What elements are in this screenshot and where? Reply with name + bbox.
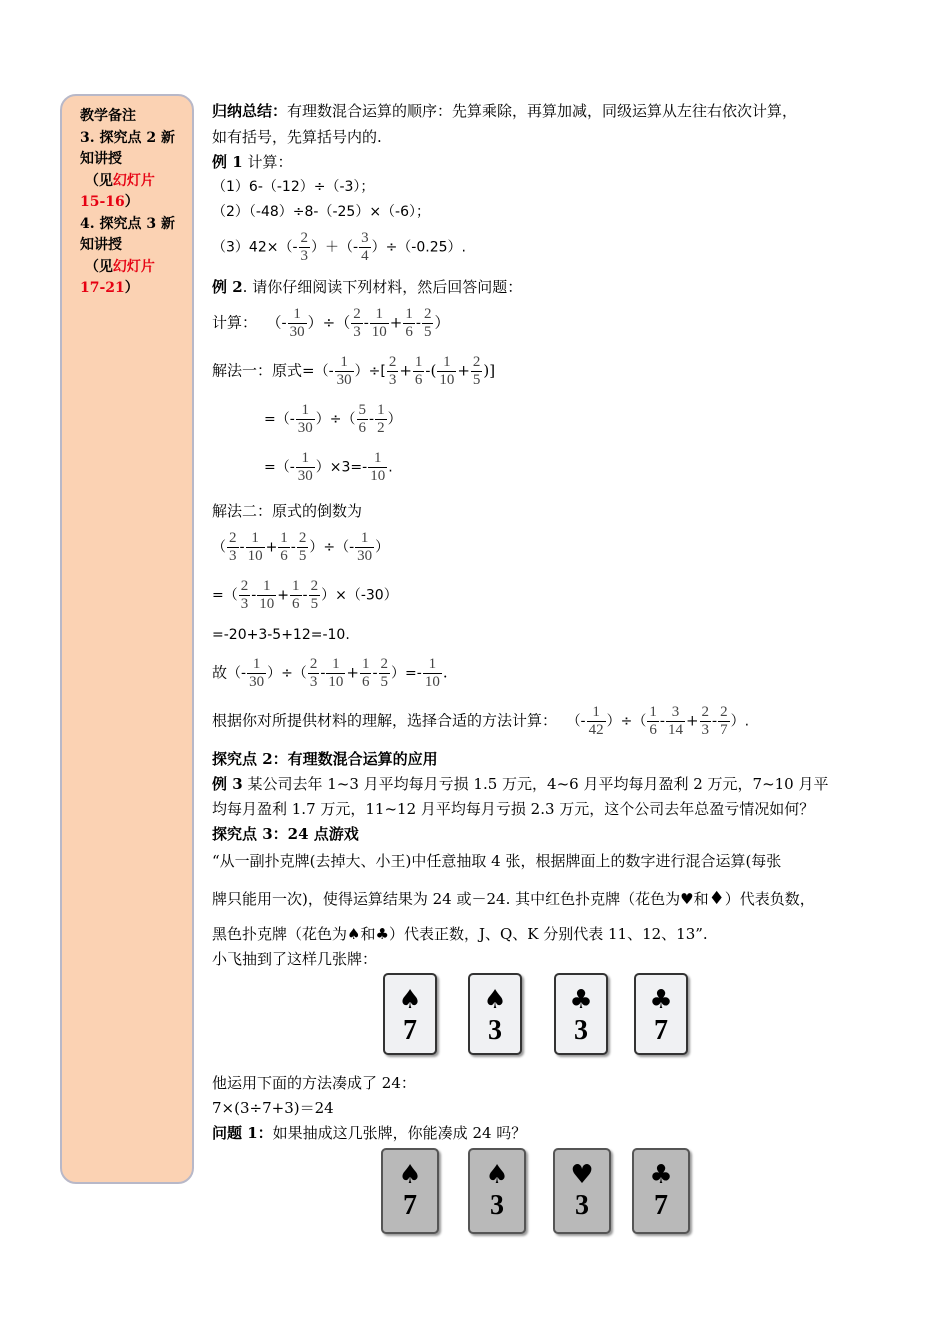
game-rule-line: 黑色扑克牌（花色为♠和♣）代表正数，J、Q、K 分别代表 11、12、13”. <box>212 925 708 943</box>
club-icon: ♣ <box>649 1160 673 1190</box>
heart-icon: ♥ <box>680 890 694 908</box>
question-1: 问题 1：如果抽成这几张牌，你能凑成 24 吗？ <box>212 1124 527 1142</box>
section-title-3: 探究点 3：24 点游戏 <box>212 825 359 843</box>
method-2-result: =-20+3-5+12=-10. <box>212 627 350 643</box>
spade-icon: ♠ <box>398 1160 422 1190</box>
club-icon: ♣ <box>569 985 593 1015</box>
spade-icon: ♠ <box>483 985 507 1015</box>
solution-equation: 7×(3÷7+3)＝24 <box>212 1099 334 1117</box>
example-1-q1: （1）6-（-12）÷（-3）； <box>212 179 375 195</box>
slide-ref: 幻灯片 <box>112 172 155 189</box>
method-1-result: =（- $\frac{1}{30}$ ）×3=- $\frac{1}{10}$ . <box>264 450 393 484</box>
example-3-line: 例 3 某公司去年 1~3 月平均每月亏损 1.5 万元，4~6 月平均每月盈利 2 万元，7~10 月平 <box>212 775 829 793</box>
club-icon: ♣ <box>649 985 673 1015</box>
method-2-heading: 解法二：原式的倒数为 <box>212 502 363 520</box>
spade-icon: ♠ <box>398 985 422 1015</box>
exercise-line: 根据你对所提供材料的理解，选择合适的方法计算： （- $\frac{1}{42}$ ）÷（ $\frac{1}{6}$ - $\frac{3}{14}$ + $\frac{2}{3}$ - $\frac{2}{7}$ ）. <box>212 704 750 738</box>
playing-card: ♣ 3 <box>554 973 608 1055</box>
slide-ref: 幻灯片 <box>112 258 155 275</box>
sidebar-line: 知讲授 <box>80 237 122 253</box>
playing-card: ♥ 3 <box>553 1148 611 1234</box>
game-rule-line: 牌只能用一次)，使得运算结果为 24 或－24. 其中红色扑克牌（花色为♥和♦）代表负数， <box>212 888 815 909</box>
playing-card: ♠ 3 <box>468 973 522 1055</box>
sidebar-line: 3. 探究点 2 新 <box>80 129 175 146</box>
example-1-q3: （3）42×（- $\frac{2}{3}$ ）＋（- $\frac{3}{4}$ ）÷（-0.25）. <box>212 230 466 264</box>
diamond-icon: ♦ <box>708 888 725 909</box>
method-2-expression: （ $\frac{2}{3}$ - $\frac{1}{10}$ + $\frac{1}{6}$ - $\frac{2}{5}$ ）÷（- $\frac{1}{30}$ ） <box>212 530 390 564</box>
playing-card: ♠ 7 <box>381 1148 439 1234</box>
teaching-notes-sidebar: 教学备注 3. 探究点 2 新 知讲授 （见幻灯片 15-16） 4. 探究点 3 新 知讲授 （见幻灯片 17-21） <box>60 94 194 1184</box>
game-rule-line: “从一副扑克牌(去掉大、小王)中任意抽取 4 张，根据牌面上的数字进行混合运算(每张 <box>212 852 782 870</box>
playing-card: ♣ 7 <box>632 1148 690 1234</box>
conclusion-line: 故（- $\frac{1}{30}$ ）÷（ $\frac{2}{3}$ - $\frac{1}{10}$ + $\frac{1}{6}$ - $\frac{2}{5}$ ）=- $\frac{1}{10}$ . <box>212 656 448 690</box>
sidebar-line: 4. 探究点 3 新 <box>80 215 175 232</box>
cards-intro: 小飞抽到了这样几张牌： <box>212 950 378 968</box>
example-2-expression: 计算： （- $\frac{1}{30}$ ）÷（ $\frac{2}{3}$ - $\frac{1}{10}$ + $\frac{1}{6}$ - $\frac{2}{5}$ ） <box>212 306 450 340</box>
playing-card: ♣ 7 <box>634 973 688 1055</box>
slide-range: 15-16 <box>80 194 125 210</box>
playing-card: ♠ 3 <box>468 1148 526 1234</box>
example-1-heading: 例 1 计算： <box>212 153 293 171</box>
spade-icon: ♠ <box>485 1160 509 1190</box>
solution-intro: 他运用下面的方法凑成了 24： <box>212 1074 416 1092</box>
summary-line: 归纳总结：有理数混合运算的顺序：先算乘除，再算加减，同级运算从左往右依次计算， <box>212 102 798 120</box>
method-1-step: =（- $\frac{1}{30}$ ）÷（ $\frac{5}{6}$ - $\frac{1}{2}$ ） <box>264 402 402 436</box>
method-1-line: 解法一：原式=（- $\frac{1}{30}$ ）÷[ $\frac{2}{3}$ + $\frac{1}{6}$ -( $\frac{1}{10}$ + $\frac{2}{5}$ )] <box>212 354 496 388</box>
playing-card: ♠ 7 <box>383 973 437 1055</box>
club-icon: ♣ <box>375 925 389 943</box>
sidebar-line: 知讲授 <box>80 151 122 167</box>
slide-range: 17-21 <box>80 280 125 296</box>
sidebar-title: 教学备注 <box>80 108 136 124</box>
example-3-line: 均每月盈利 1.7 万元，11~12 月平均每月亏损 2.3 万元，这个公司去年总盈亏情况如何？ <box>212 800 815 818</box>
section-title-2: 探究点 2：有理数混合运算的应用 <box>212 750 438 768</box>
method-2-step: =（ $\frac{2}{3}$ - $\frac{1}{10}$ + $\frac{1}{6}$ - $\frac{2}{5}$ ）×（-30） <box>212 578 398 612</box>
example-2-heading: 例 2. 请你仔细阅读下列材料，然后回答问题： <box>212 278 523 296</box>
example-1-q2: （2）（-48）÷8-（-25）×（-6）； <box>212 204 431 220</box>
spade-icon: ♠ <box>347 925 361 943</box>
heart-icon: ♥ <box>570 1160 594 1190</box>
summary-line: 如有括号，先算括号内的. <box>212 128 382 146</box>
